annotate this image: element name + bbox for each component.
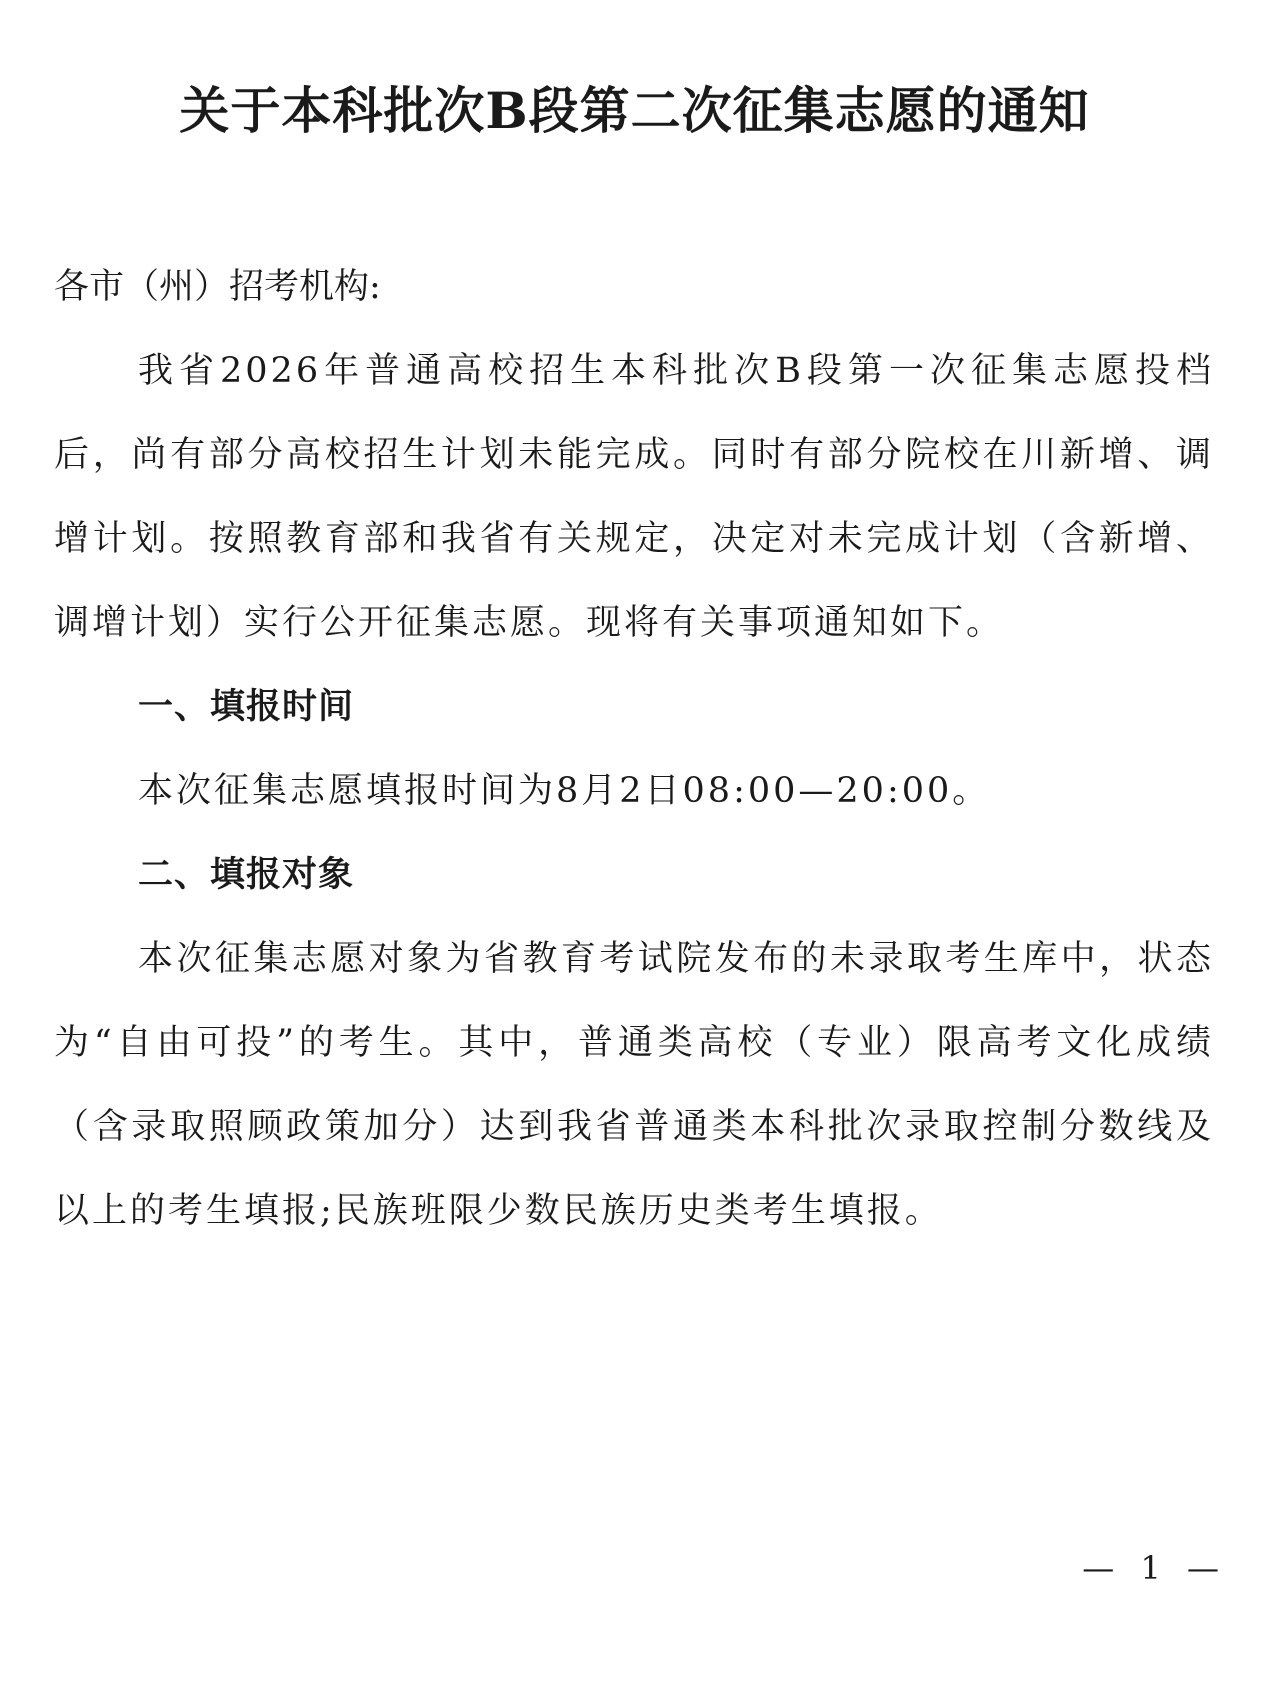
document-body: [54, 245, 1214, 1253]
section-heading-target: 二、填报对象: [138, 855, 355, 895]
intro-paragraph: 我省2026年普通高校招生本科批次B段第一次征集志愿投档后，尚有部分高校招生计划未能完成。同时有部分院校在川新增、调增计划。按照教育部和我省有关规定，决定对未完成计划（含新增、调增计划）实行公开征集志愿。现将有关事项通知如下。: [54, 351, 1214, 643]
section-text-time: 本次征集志愿填报时间为8月2日08:00—20:00。: [138, 771, 991, 811]
salutation: 各市（州）招考机构:: [54, 267, 381, 307]
page-number: — 1 —: [1082, 1549, 1227, 1587]
section-text-target: 本次征集志愿对象为省教育考试院发布的未录取考生库中，状态为“自由可投”的考生。其中，普通类高校（专业）限高考文化成绩（含录取照顾政策加分）达到我省普通类本科批次录取控制分数线及以上的考生填报;民族班限少数民族历史类考生填报。: [54, 939, 1214, 1231]
document-title: 关于本科批次B段第二次征集志愿的通知: [179, 81, 1090, 140]
section-heading-time: 一、填报时间: [138, 687, 355, 727]
